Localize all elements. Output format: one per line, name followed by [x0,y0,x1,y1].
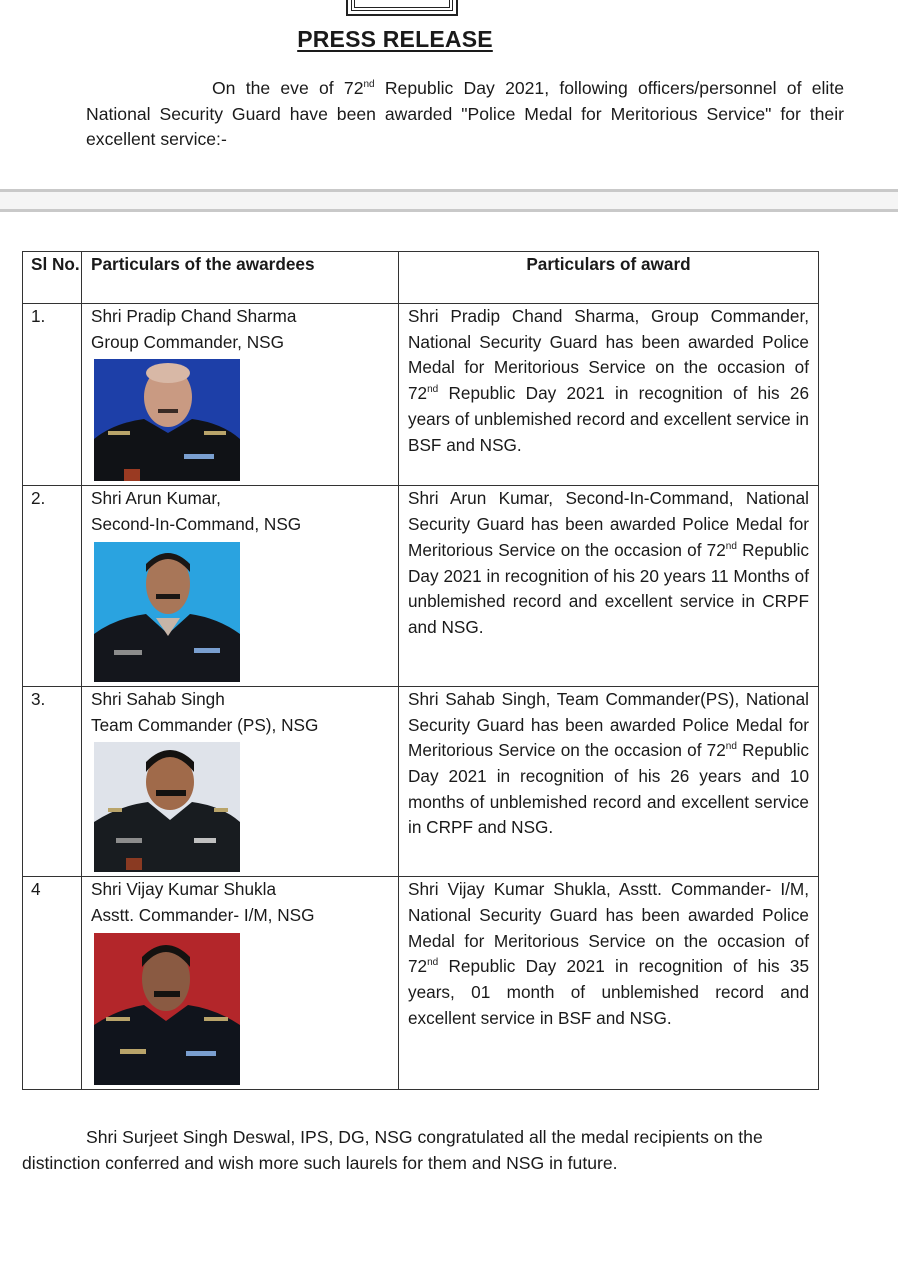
intro-paragraph [86,76,844,153]
awardee-name: Shri Vijay Kumar Shukla [91,879,277,900]
award-text-2: Republic Day 2021 in recognition of his 26 years and 10 months of unblemished record and excellent service in CRPF and NSG. [408,740,809,838]
awardee-name: Shri Pradip Chand Sharma [91,306,297,326]
table-row [23,304,819,486]
awardee-rank: Second-In-Command, NSG [91,514,302,535]
awardee-photo [94,742,240,872]
awardees-table [22,251,819,1090]
award-text-1: Shri Sahab Singh, Team Commander(PS), National Security Guard has been awarded Police Medal for Meritorious Service on the occasion of 72 [408,688,809,761]
sl-cell: 2. [23,486,82,686]
awardee-photo [94,359,240,481]
award-sup: nd [725,741,737,753]
page-title [0,26,790,53]
award-text-2: Republic Day 2021 in recognition of his 26 years of unblemished record and excellent service in BSF and NSG. [408,383,809,455]
closing-text: Shri Surjeet Singh Deswal, IPS, DG, NSG congratulated all the medal recipients on the distinction conferred and wish more such laurels for them and NSG in future. [22,1127,763,1173]
awardee-cell [82,304,399,486]
awardee-cell [82,686,399,876]
award-sup: nd [725,540,737,552]
award-text-2: Republic Day 2021 in recognition of his 35 years, 01 month of unblemished record and excellent service in BSF and NSG. [408,956,809,1028]
awardee-rank: Asstt. Commander- I/M, NSG [91,904,315,925]
awardee-photo [94,933,240,1085]
sl-cell: 3. [23,686,82,876]
closing-paragraph [22,1124,844,1176]
emblem-frame [346,0,458,16]
portrait-image [94,742,240,872]
award-cell [399,486,819,686]
table-row [23,686,819,876]
awardee-cell [82,486,399,686]
header-sl-no: Sl No. [23,252,82,304]
portrait-image [94,542,240,682]
intro-text-1: On the eve of 72 [212,78,364,98]
table-row [23,877,819,1089]
awardee-name: Shri Sahab Singh [91,688,225,709]
awardee-photo [94,542,240,682]
award-sup: nd [427,384,439,396]
award-cell [399,877,819,1089]
portrait-image [94,933,240,1085]
header-awardees: Particulars of the awardees [82,252,399,304]
award-text-2: Republic Day 2021 in recognition of his 20 years 11 Months of unblemished record and excellent service in CRPF and NSG. [408,539,809,637]
awardee-rank: Group Commander, NSG [91,331,284,352]
sl-cell: 4 [23,877,82,1089]
award-text-1: Shri Pradip Chand Sharma, Group Commander, National Security Guard has been awarded Police Medal for Meritorious Service on the occasion of 72 [408,306,809,404]
table-header-row [23,252,819,304]
award-cell [399,686,819,876]
divider-band [0,189,898,212]
award-text-1: Shri Vijay Kumar Shukla, Asstt. Commander- I/M, National Security Guard has been awarded Police Medal for Meritorious Service on the occasion of 72 [408,879,809,977]
awardee-rank: Team Commander (PS), NSG [91,714,319,735]
award-sup: nd [427,957,439,969]
awardee-cell [82,877,399,1089]
sl-cell: 1. [23,304,82,486]
intro-text-2: Republic Day 2021, following officers/personnel of elite National Security Guard have been awarded "Police Medal for Meritorious Service" for their excellent service:- [86,78,844,149]
header-award: Particulars of award [399,252,819,304]
award-text-1: Shri Arun Kumar, Second-In-Command, National Security Guard has been awarded Police Medal for Meritorious Service on the occasion of 72 [408,488,809,560]
awardee-name: Shri Arun Kumar, [91,488,221,509]
title-text: PRESS RELEASE [297,26,493,52]
intro-sup: nd [363,79,375,90]
portrait-image [94,359,240,481]
award-cell [399,304,819,486]
table-row [23,486,819,686]
